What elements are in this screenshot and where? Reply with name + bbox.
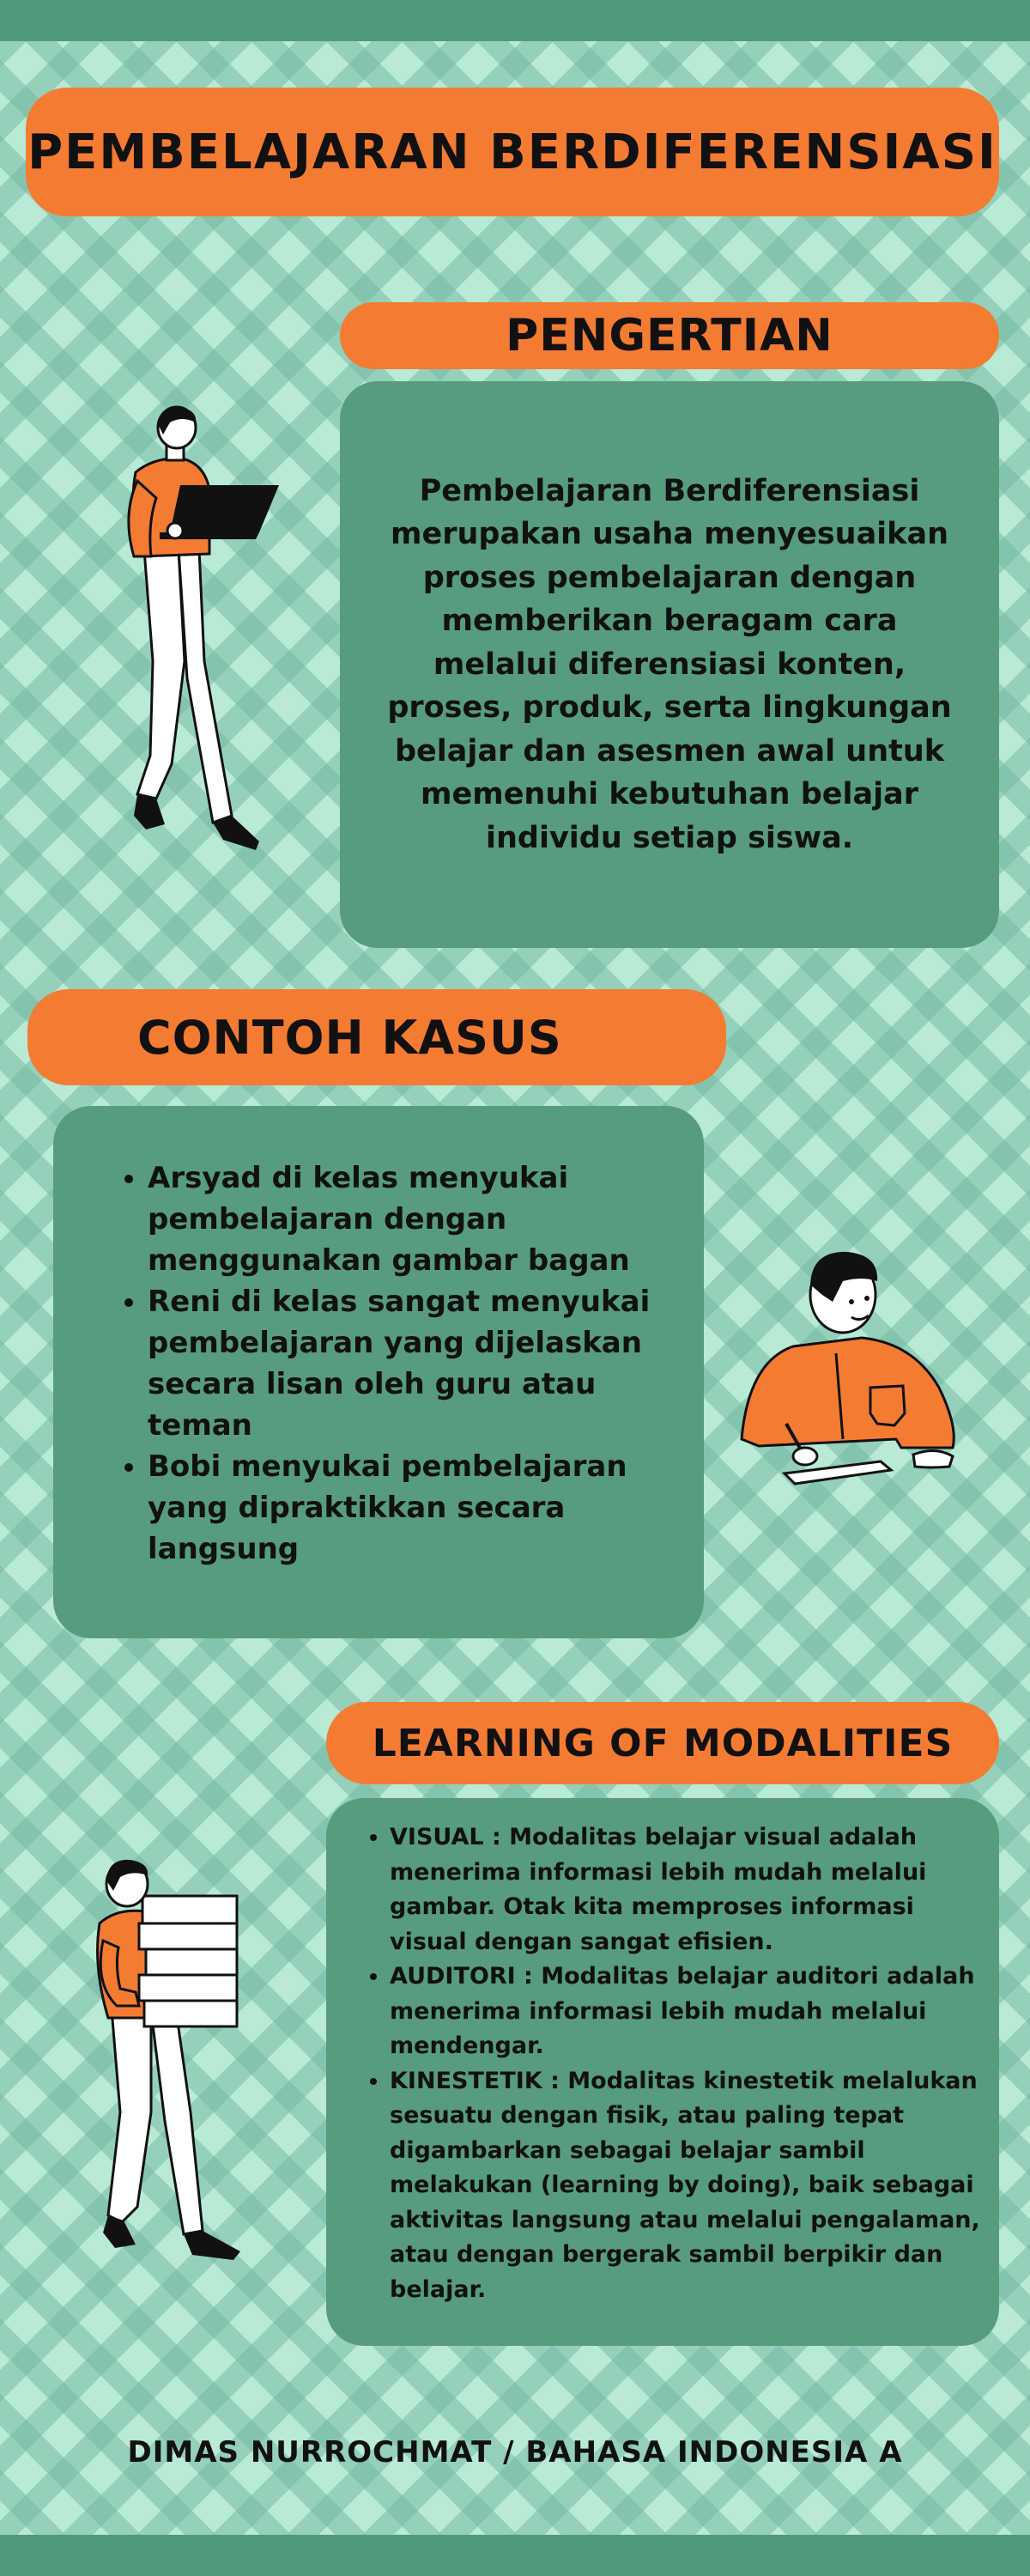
footer-author: DIMAS NURROCHMAT / BAHASA INDONESIA A: [127, 2435, 903, 2470]
modality-item-kinestetik: • KINESTETIK : Modalitas kinestetik melalukan sesuatu dengan fisik, atau paling tepat digambarkan sebagai belajar sambil melakukan (learning by doing), baik sebagai aktivitas langsung atau melalui pengalaman, atau dengan bergerak sambil berpikir dan belajar.: [390, 2064, 985, 2308]
definition-text: Pembelajaran Berdiferensiasi merupakan usaha menyesuaikan proses pembelajaran dengan memberikan beragam cara melalui diferensiasi konten, proses, produk, serta lingkungan belajar dan asesmen awal untuk memenuhi kebutuhan belajar individu setiap siswa.: [387, 473, 952, 855]
cases-card: [53, 1106, 704, 1638]
man-with-laptop-illustration: [103, 404, 292, 884]
case-item: • Reni di kelas sangat menyukai pembelajaran yang dijelaskan secara lisan oleh guru atau teman: [148, 1281, 670, 1446]
case-item: • Bobi menyukai pembelajaran yang dipraktikkan secara langsung: [148, 1446, 670, 1570]
page-title-text: PEMBELAJARAN BERDIFERENSIASI: [27, 124, 997, 180]
modality-item-auditori: • AUDITORI : Modalitas belajar auditori adalah menerima informasi lebih mudah melalui mendengar.: [390, 1959, 985, 2064]
modalities-card: [326, 1798, 999, 2346]
top-band: [0, 0, 1030, 41]
definition-heading-text: PENGERTIAN: [506, 310, 833, 361]
definition-card: [340, 381, 999, 948]
man-writing-illustration: [733, 1242, 1008, 1499]
modalities-heading: [326, 1702, 999, 1784]
definition-heading: [340, 302, 999, 369]
page-title: [26, 88, 999, 216]
modalities-heading-text: LEARNING OF MODALITIES: [372, 1721, 954, 1765]
cases-heading-text: CONTOH KASUS: [137, 1010, 562, 1065]
man-carrying-papers-illustration: [82, 1855, 263, 2284]
cases-list: [122, 1157, 670, 1570]
cases-heading: [27, 989, 726, 1085]
case-item: • Arsyad di kelas menyukai pembelajaran dengan menggunakan gambar bagan: [148, 1157, 670, 1281]
bottom-band: [0, 2535, 1030, 2576]
modality-item-visual: • VISUAL : Modalitas belajar visual adalah menerima informasi lebih mudah melalui gambar. Otak kita memproses informasi visual dengan sangat efisien.: [390, 1820, 985, 1959]
modalities-list: [369, 1820, 985, 2307]
